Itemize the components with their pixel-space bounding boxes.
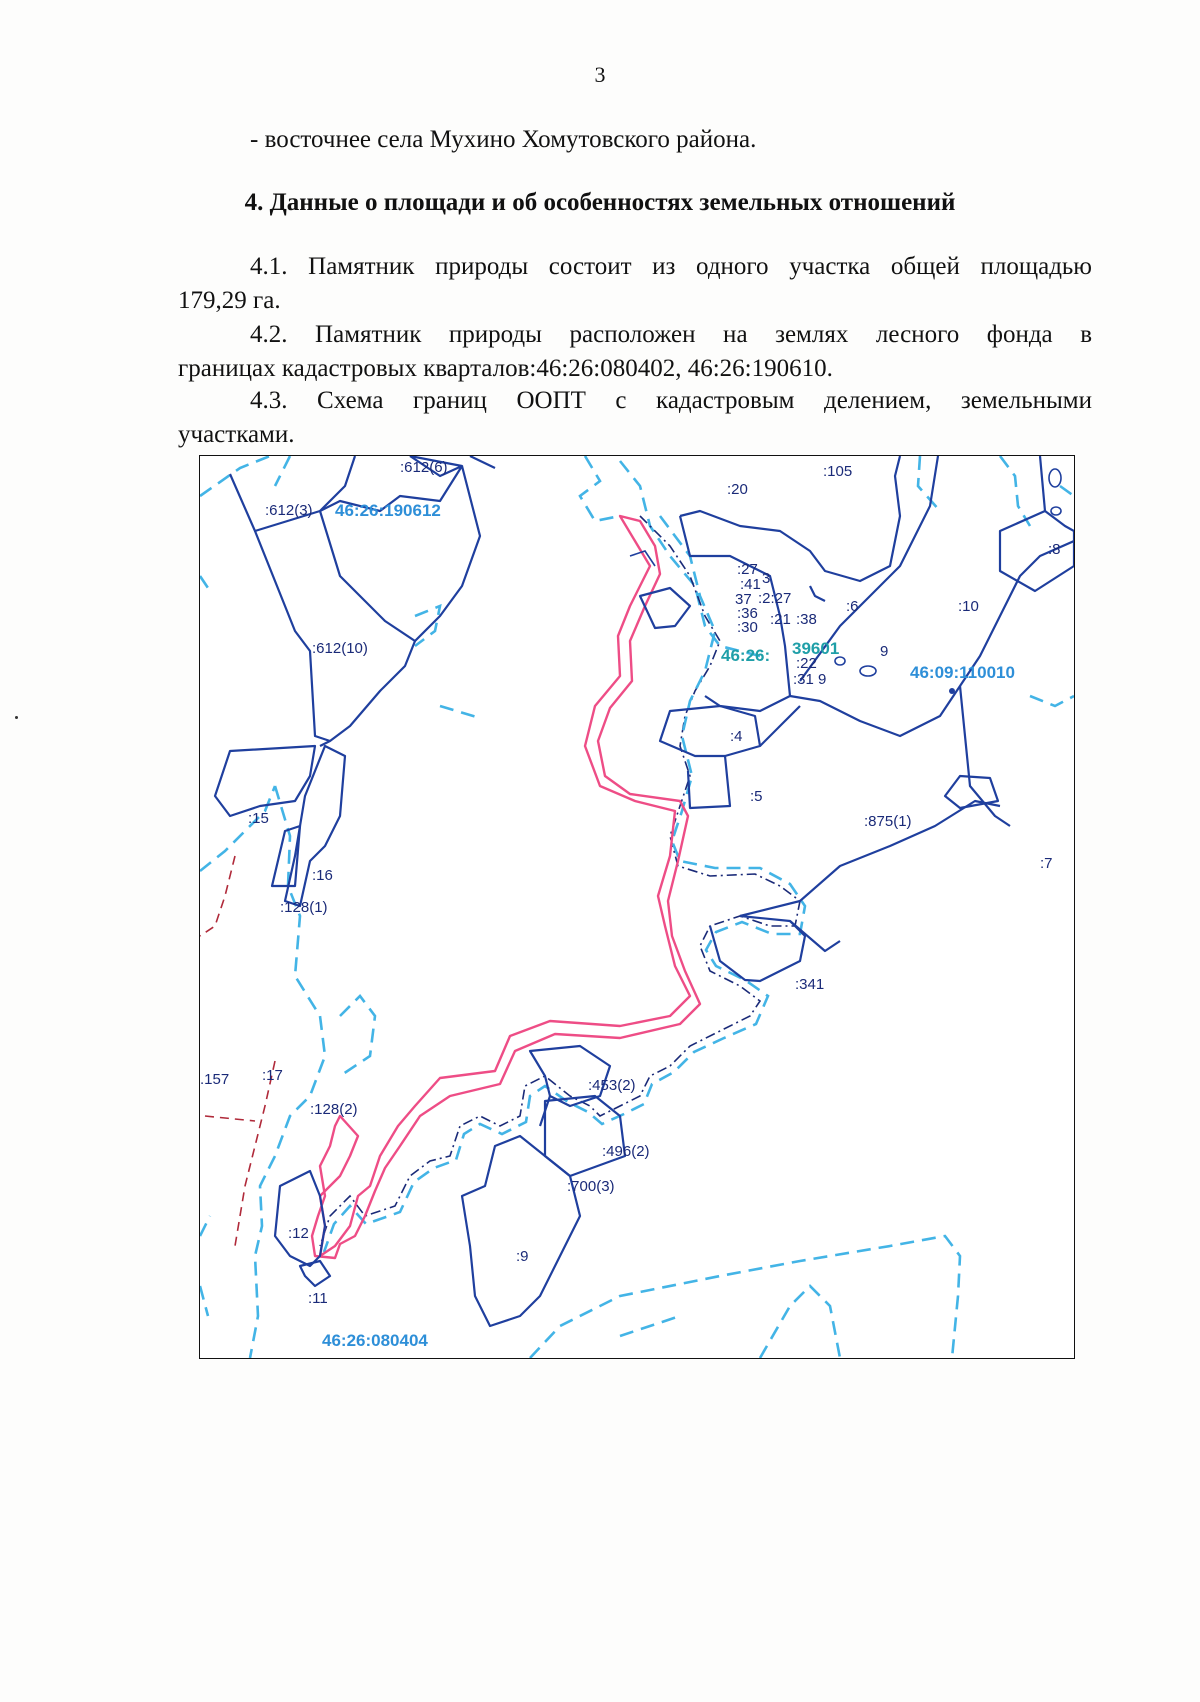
parcel-boundaries [215, 456, 1074, 1326]
page-number: 3 [594, 62, 606, 87]
parcel-label-4: :4 [730, 728, 743, 745]
quarter-label-190601-part-1: 46:26: [721, 646, 771, 665]
parcel-label-15: :15 [248, 810, 269, 827]
paragraph-4-3-line-2: участками. [178, 421, 295, 448]
paragraph-4-2-line-2: границах кадастровых кварталов:46:26:080402, 46:26:190610. [178, 355, 833, 382]
parcel-label-19: 9 [818, 671, 827, 688]
parcel-label-875-1: :875(1) [864, 813, 912, 830]
parcel-label-128-1: :128(1) [280, 899, 328, 916]
quarter-label-190601-part-2: 39601 [792, 639, 840, 658]
parcel-label-31: :31 [793, 671, 814, 688]
paragraph-4-3-line-1: 4.3. Схема границ ООПТ с кадастровым делением, земельными [250, 387, 1092, 414]
cadastral-map [199, 455, 1075, 1359]
quarter-label-110010: 46:09:110010 [910, 663, 1015, 682]
parcel-label-157: .157 [200, 1071, 230, 1088]
parcel-label-5: :5 [750, 788, 763, 805]
scan-speck [15, 716, 18, 719]
parcel-label-38: :38 [796, 611, 817, 628]
parcel-label-22: :22 [796, 655, 817, 672]
parcel-label-612-3: :612(3) [265, 502, 313, 519]
paragraph-4-2-line-1: 4.2. Памятник природы расположен на землях лесного фонда в [250, 321, 1092, 348]
parcel-label-341: :341 [795, 976, 825, 993]
parcel-label-10: :10 [958, 598, 979, 615]
parcel-label-612-10: :612(10) [312, 640, 368, 657]
parcel-label-105: :105 [823, 463, 853, 480]
parcel-label-37: 37 [735, 591, 752, 608]
parcel-label-9-top: 9 [880, 643, 889, 660]
parcel-label-453-2: :453(2) [588, 1077, 636, 1094]
ponds [835, 469, 1061, 694]
section-heading: 4. Данные о площади и об особенностях земельных отношений [244, 189, 956, 216]
quarter-label-190612: 46:26:190612 [335, 501, 441, 520]
parcel-label-6: :6 [846, 598, 859, 615]
parcel-label-12: :12 [288, 1225, 309, 1242]
parcel-label-3: 3 [762, 570, 771, 587]
parcel-label-16: :16 [312, 867, 333, 884]
parcel-label-36: :36 [737, 605, 758, 622]
parcel-label-9: :9 [516, 1248, 529, 1265]
left-boundary-line-3 [205, 1116, 255, 1121]
parcel-label-7: :7 [1040, 855, 1053, 872]
map-labels [200, 459, 1061, 1350]
parcel-label-2-27: :2:27 [758, 590, 792, 607]
quarter-label-080404: 46:26:080404 [322, 1331, 428, 1350]
parcel-label-496-2: :496(2) [602, 1143, 650, 1160]
parcel-label-128-2: :128(2) [310, 1101, 358, 1118]
paragraph-4-1-line-1: 4.1. Памятник природы состоит из одного участка общей площадью [250, 253, 1092, 280]
parcel-label-8: :8 [1048, 541, 1061, 558]
parcel-label-11: :11 [308, 1290, 328, 1307]
left-boundary-line-2 [235, 1061, 275, 1246]
parcel-label-20: :20 [727, 481, 748, 498]
paragraph-4-1-line-2: 179,29 га. [178, 287, 281, 314]
intro-line: - восточнее села Мухино Хомутовского района. [250, 126, 757, 153]
parcel-label-700-3: :700(3) [567, 1178, 615, 1195]
parcel-label-17: :17 [262, 1067, 283, 1084]
parcel-label-27: :27 [737, 561, 758, 578]
parcel-label-41: :41 [740, 576, 761, 593]
parcel-label-612-6: :612(6) [400, 459, 448, 476]
map-point [949, 688, 955, 694]
parcel-label-30: :30 [737, 619, 758, 636]
parcel-label-21: :21 [770, 611, 791, 628]
